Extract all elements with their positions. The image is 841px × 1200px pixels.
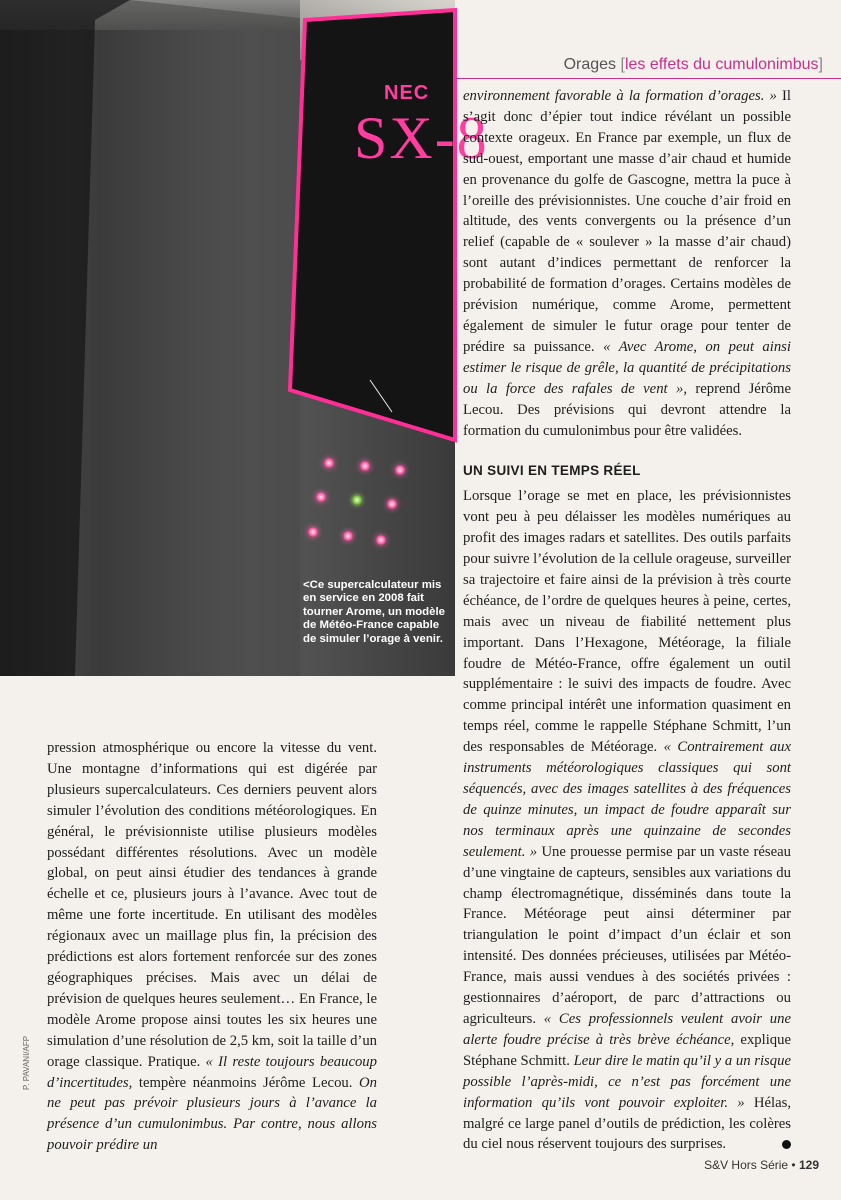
status-light	[387, 499, 397, 509]
status-light	[308, 527, 318, 537]
status-light	[376, 535, 386, 545]
body-text: Hélas, malgré ce large panel d’outils de prédiction, les colères du ciel nous réservent toujours des surprises.	[463, 1094, 791, 1153]
right-column	[463, 86, 791, 1155]
body-text: explique Stéphane Schmitt.	[463, 1031, 791, 1069]
caption-marker: <	[303, 579, 310, 591]
status-light	[316, 492, 326, 502]
sx8-logo: SX-8	[354, 105, 489, 171]
running-header	[564, 56, 823, 74]
body-text: pression atmosphérique ou encore la vitesse du vent. Une montagne d’informations qui est digérée par plusieurs supercalculateurs. Ces derniers peuvent alors simuler l’évolution des conditions météorologiques. En général, le prévisionniste utilise plusieurs modèles possédant différentes résolutions. Avec un modèle global, on peut ainsi étudier des tendances à grande échelle et ce, plusieurs jours à l’avance. Avec tout de même une forte incertitude. En utilisant des modèles régionaux avec un maillage plus fin, la précision des prédictions est alors fortement renforcée sur des zones géographiques précises. Mais avec un délai de prévision de quelques heures seulement… En France, le modèle Arome propose ainsi toutes les six heures une simulation d’une résolution de 2,5 km, soit la taille d’un orage classique. Pratique.	[47, 740, 378, 1070]
header-bracket-open: [	[620, 56, 625, 73]
end-of-article-dot-icon	[782, 1140, 791, 1149]
header-subsection: les effets du cumulonimbus	[624, 56, 819, 73]
header-bracket-close: ]	[818, 56, 823, 73]
left-column	[47, 738, 377, 1156]
status-light	[324, 458, 334, 468]
quote: « Avec Arome, on peut ainsi estimer le risque de grêle, la quantité de précipitations ou la force des rafales de vent »	[463, 338, 791, 397]
page-footer	[704, 1158, 819, 1172]
status-light	[360, 461, 370, 471]
paragraph	[47, 738, 377, 1156]
body-text: , reprend Jérôme Lecou. Des prévisions qui devront attendre la formation du cumulonimbus pour être validées.	[463, 380, 792, 439]
photo-credit: P. PAVANI/AFP	[22, 1035, 31, 1090]
quote: « Ces professionnels veulent avoir une alerte foudre précise à très brève échéance,	[463, 1010, 791, 1048]
status-light-green	[352, 495, 362, 505]
quote: Leur dire le matin qu’il y a un risque possible l’après-midi, ce n’est pas forcément une information qu’ils vont pouvoir exploiter. »	[463, 1052, 791, 1111]
nec-logo: NEC	[384, 82, 430, 104]
caption-text: Ce supercalculateur mis en service en 2008 fait tourner Arome, un modèle de Météo-France capable de simuler l’orage à venir.	[303, 579, 445, 645]
quote: « Il reste toujours beaucoup d’incertitudes,	[47, 1053, 377, 1091]
quote: environnement favorable à la formation d’orages. »	[463, 88, 777, 104]
body-text: Il s’agit donc d’épier tout indice révélant un possible contexte orageux. En France par exemple, un flux de sud-ouest, emportant une masse d’air chaud et humide en provenance du golfe de Gascogne, mettra la puce à l’oreille des prévisionnistes. Une couche d’air froid en altitude, des vents convergents ou la présence d’un relief (capable de « soulever » la masse d’air chaud) sont autant d’indices permettant de renforcer la probabilité de formation d’orages. Certains modèles de prévision numérique, comme Arome, permettent également de simuler le futur orage pour tenter de prédire sa puissance.	[463, 88, 791, 355]
status-light	[343, 531, 353, 541]
photo-caption	[303, 579, 453, 646]
supercomputer-photo	[0, 0, 489, 676]
section-subhead: UN SUIVI EN TEMPS RÉEL	[463, 463, 641, 479]
header-rule	[455, 78, 841, 79]
quote: On ne peut pas prévoir plusieurs jours à l’avance la présence d’un cumulonimbus. Par contre, nous allons pouvoir prédire un	[47, 1074, 377, 1154]
paragraph	[463, 86, 791, 441]
body-text: Une prouesse permise par un vaste réseau d’une vingtaine de capteurs, sensibles aux variations du champ électromagnétique, disséminés dans toute la France. Météorage peut ainsi déterminer par triangulation le point d’impact d’un éclair et son intensité. Des données précieuses, utilisées par Météo-France, mais aussi vendues à des sociétés privées : gestionnaires d’aéroport, de parc d’attractions ou agriculteurs.	[463, 843, 791, 1027]
magazine-name: S&V Hors Série	[704, 1158, 789, 1172]
page-number: 129	[798, 1158, 819, 1172]
body-text: tempère néanmoins Jérôme Lecou.	[132, 1074, 360, 1091]
body-text: Lorsque l’orage se met en place, les prévisionnistes vont peu à peu délaisser les modèles numériques au profit des images radars et satellites. Des outils parfaits pour suivre l’évolution de la cellule orageuse, surveiller sa trajectoire et faire ainsi de la prévision à très courte échéance, de l’ordre de quelques heures à peine, certes, mais avec un niveau de fiabilité nettement plus important. Dans l’Hexagone, Météorage, la filiale foudre de Météo-France, offre également un outil supplémentaire : le suivi des impacts de foudre. Avec comme principal intérêt une information quasiment en temps réel, comme le rappelle Stéphane Schmitt, l’un des responsables de Météorage.	[463, 488, 791, 756]
header-section: Orages	[563, 56, 617, 73]
footer-separator: •	[788, 1158, 799, 1172]
quote: « Contrairement aux instruments météorologiques classiques qui sont séquencés, avec des images satellites à des fréquences de quinze minutes, un impact de foudre apparaît sur nos terminaux après une quinzaine de secondes seulement. »	[463, 739, 791, 860]
status-light	[395, 465, 405, 475]
paragraph	[463, 486, 791, 1155]
